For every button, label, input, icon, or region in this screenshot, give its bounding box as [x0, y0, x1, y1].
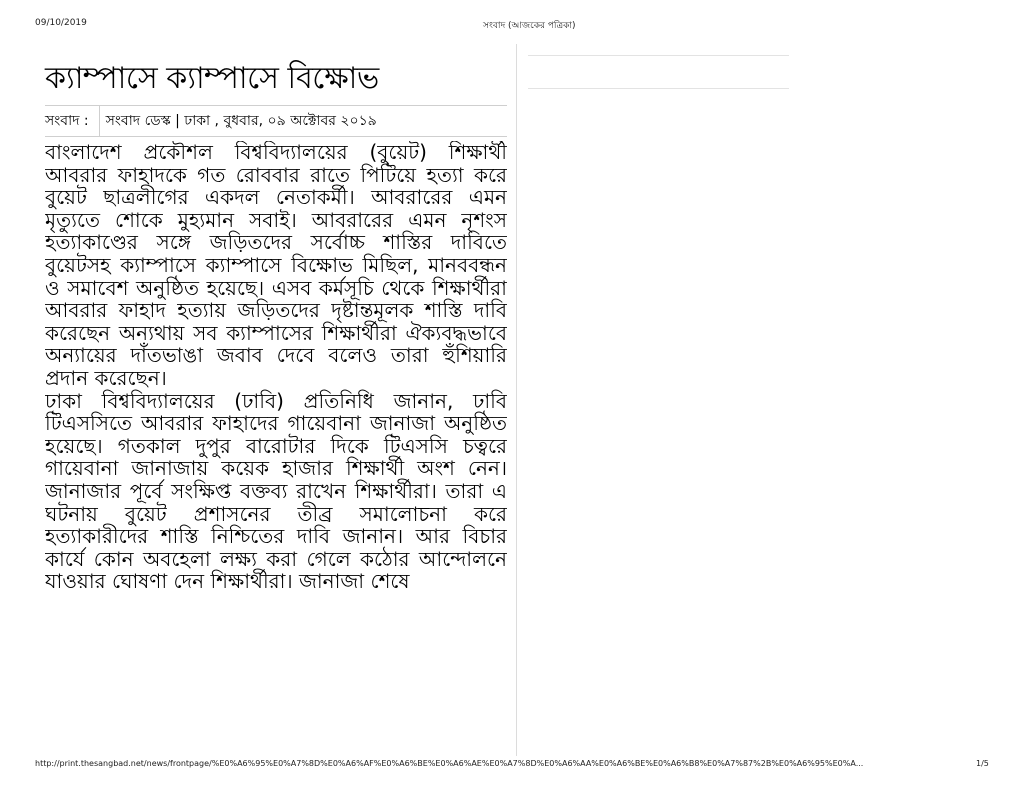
sidebar-rule-bottom: [528, 88, 789, 89]
article-meta: [45, 105, 507, 137]
sidebar-rule-top: [528, 55, 789, 56]
article-headline: ক্যাম্পাসে ক্যাম্পাসে বিক্ষোভ: [45, 61, 379, 96]
article-paragraph: ঢাকা বিশ্ববিদ্যালয়ের (ঢাবি) প্রতিনিধি জানান, ঢাবি টিএসসিতে আবরার ফাহাদের গায়েবানা জানাজা অনুষ্ঠিত হয়েছে। গতকাল দুপুর বারোটার দিকে টিএসসি চত্বরে গায়েবানা জানাজায় কয়েক হাজার শিক্ষার্থী অংশ নেন। জানাজার পূর্বে সংক্ষিপ্ত বক্তব্য রাখেন শিক্ষার্থীরা। তারা এ ঘটনায় বুয়েট প্রশাসনের তীব্র সমালোচনা করে হত্যাকারীদের শাস্তি নিশ্চিতের দাবি জানান। আর বিচার কার্যে কোন অবহেলা লক্ষ্য করা গেলে কঠোর আন্দোলনে যাওয়ার ঘোষণা দেন শিক্ষার্থীরা। জানাজা শেষে: [45, 388, 507, 594]
print-header-title: সংবাদ (আজকের পত্রিকা): [483, 21, 576, 31]
column-divider: [516, 44, 517, 756]
desk-and-date: সংবাদ ডেস্ক | ঢাকা , বুধবার, ০৯ অক্টোবর ২০১৯: [105, 113, 377, 129]
print-date: 09/10/2019: [35, 18, 87, 28]
article-paragraph: বাংলাদেশ প্রকৌশল বিশ্ববিদ্যালয়ের (বুয়েট) শিক্ষার্থী আবরার ফাহাদকে গত রোববার রাতে পিটিয়ে হত্যা করে বুয়েট ছাত্রলীগের একদল নেতাকর্মী। আবরারের এমন মৃত্যুতে শোকে মুহ্যমান সবাই। আবরারের এমন নৃশংস হত্যাকাণ্ডের সঙ্গে জড়িতদের সর্বোচ্চ শাস্তির দাবিতে বুয়েটসহ ক্যাম্পাসে ক্যাম্পাসে বিক্ষোভ মিছিল, মানববন্ধন ও সমাবেশ অনুষ্ঠিত হয়েছে। এসব কর্মসূচি থেকে শিক্ষার্থীরা আবরার ফাহাদ হত্যায় জড়িতদের দৃষ্টান্তমূলক শাস্তি দাবি করেছেন অন্যথায় সব ক্যাম্পাসের শিক্ষার্থীরা ঐক্যবদ্ধভাবে অন্যায়ের দাঁতভাঙা জবাব দেবে বলেও তারা হুঁশিয়ারি প্রদান করেছেন।: [45, 141, 507, 390]
print-url: http://print.thesangbad.net/news/frontpage/%E0%A6%95%E0%A7%8D%E0%A6%AF%E0%A6%BE%E0%A6%AE%E0%A7%8D%E0%A6%AA%E0%A6%BE%E0%A6%B8%E0%A7%87%2B%E0%A6%95%E0%A...: [35, 759, 864, 768]
page-number: 1/5: [976, 759, 989, 768]
source-label: সংবাদ :: [45, 106, 100, 136]
article-body: [45, 141, 507, 735]
article: [45, 55, 507, 735]
